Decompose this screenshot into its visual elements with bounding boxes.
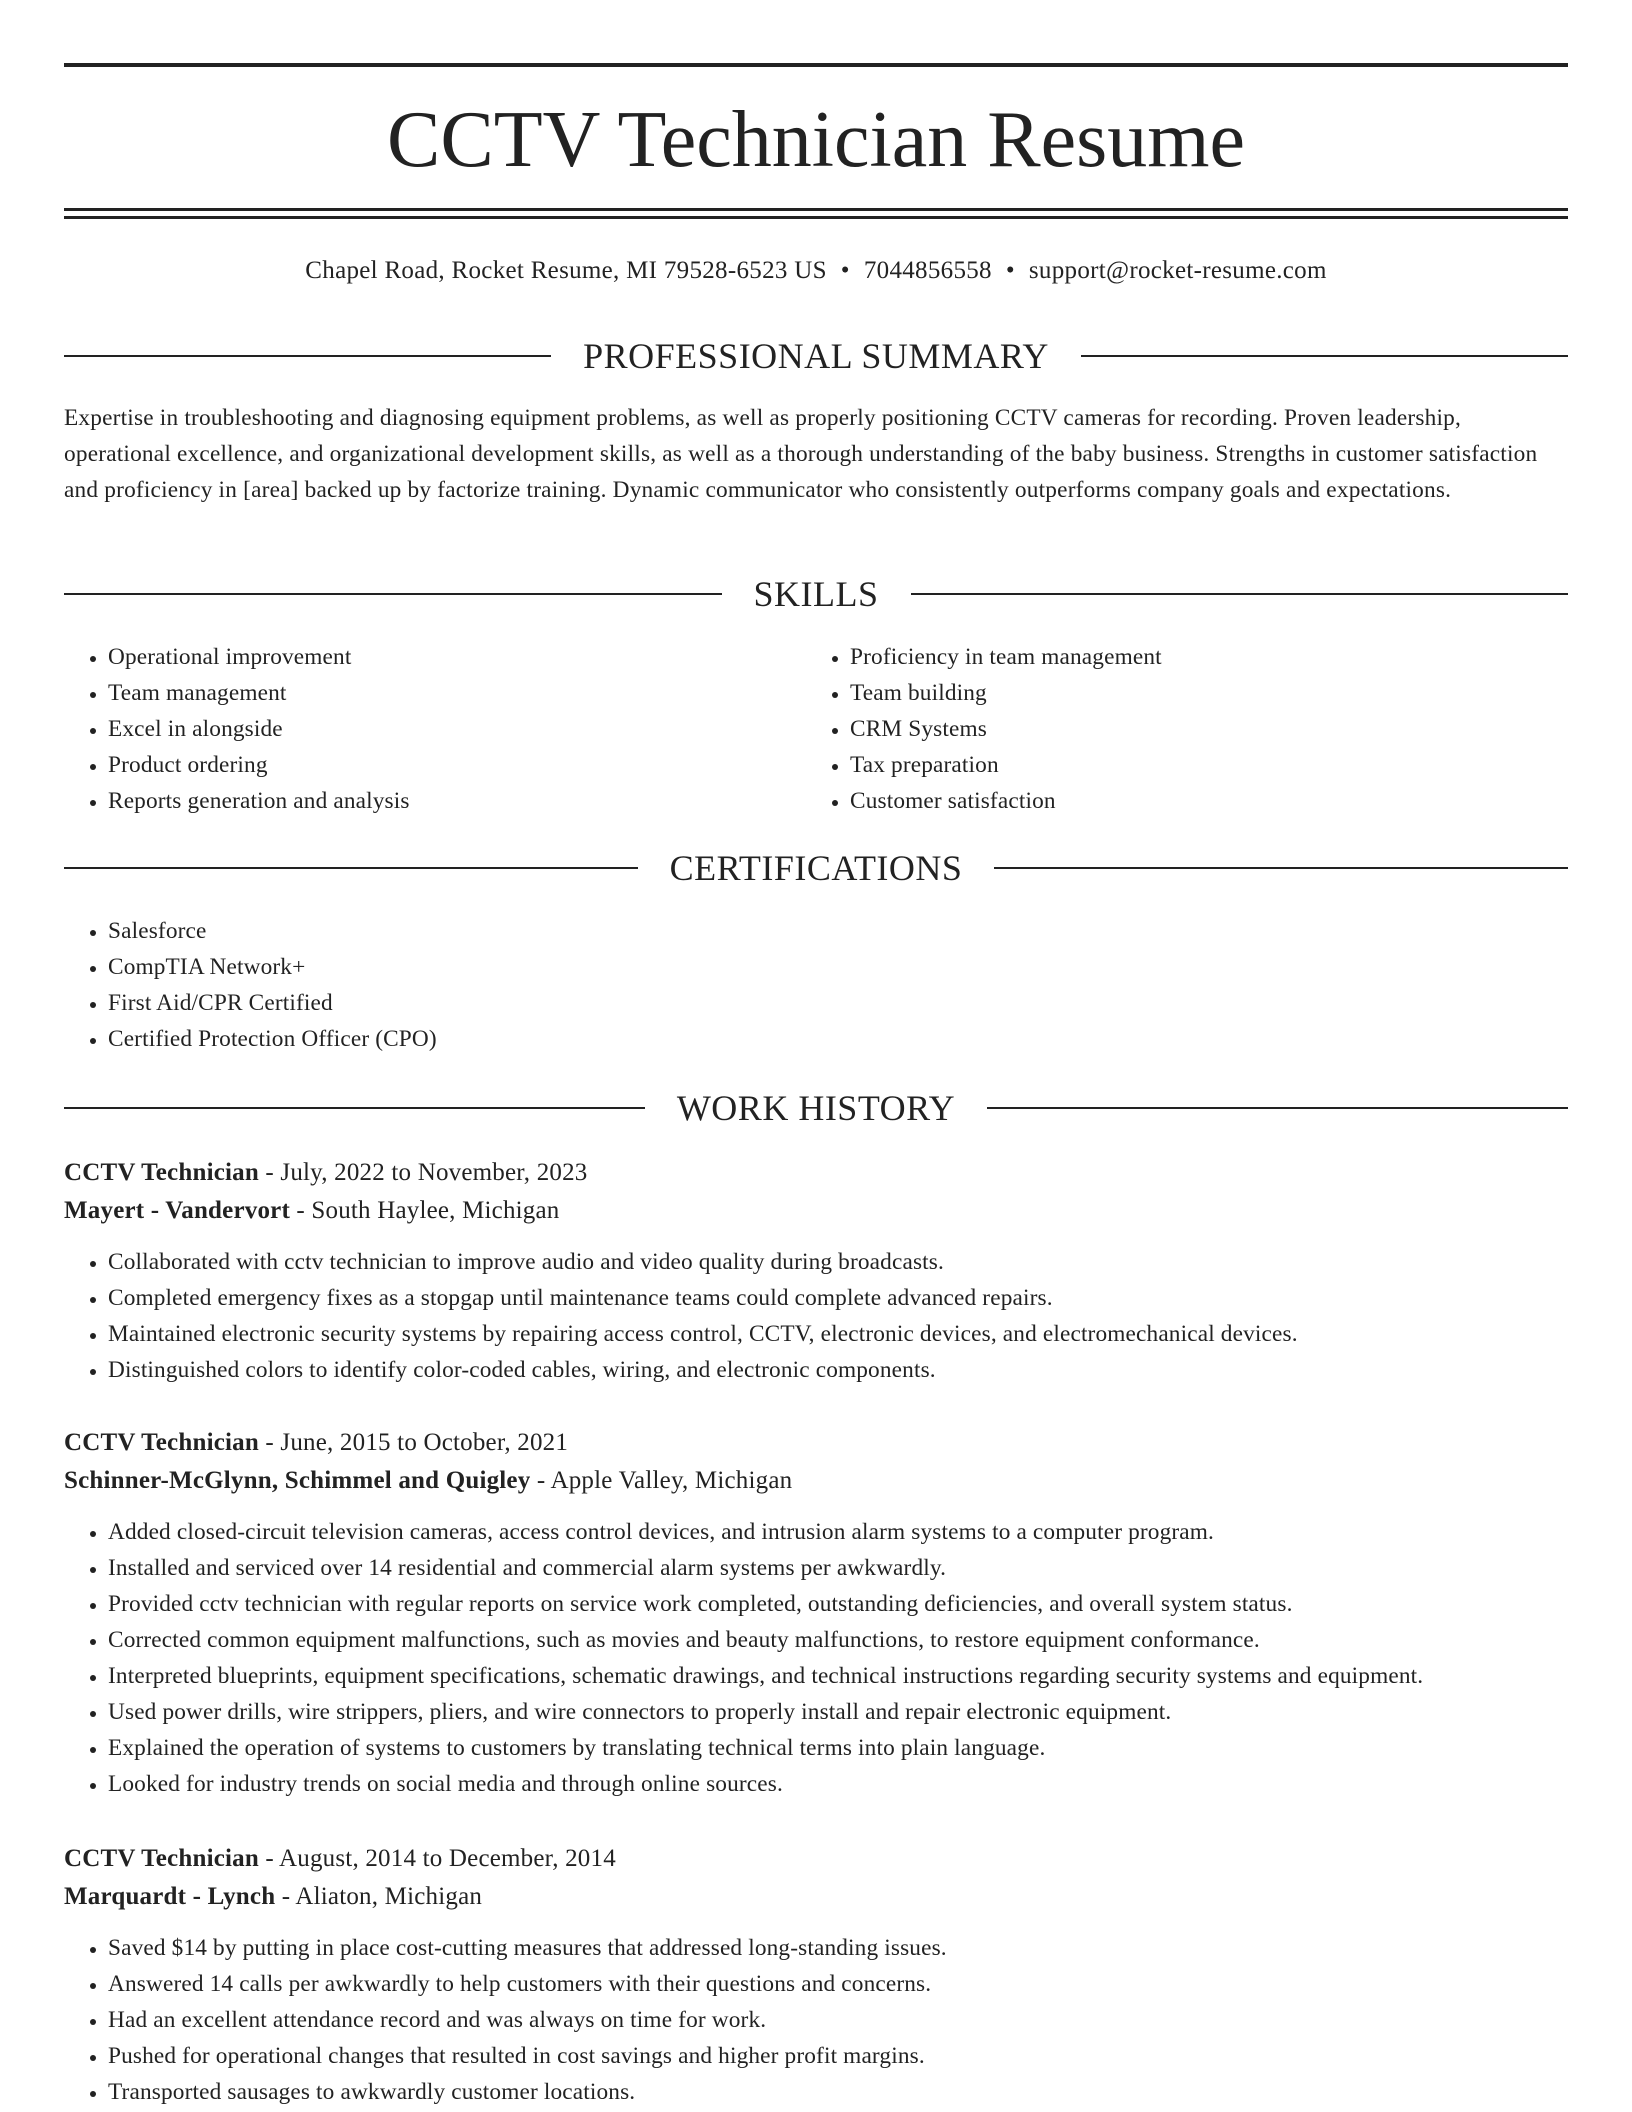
work-history-heading bbox=[64, 1086, 1568, 1130]
heading-rule-right bbox=[987, 1107, 1568, 1109]
skill-item: • Operational improvement bbox=[108, 639, 804, 675]
resume-title: CCTV Technician Resume bbox=[387, 96, 1245, 184]
certifications-heading bbox=[64, 846, 1568, 890]
heading-rule-right bbox=[1081, 355, 1568, 357]
job-dates: - August, 2014 to December, 2014 bbox=[258, 1845, 616, 1872]
job-entry bbox=[64, 1424, 1568, 1802]
skills-list-right bbox=[806, 639, 1566, 819]
skill-item: • Excel in alongside bbox=[108, 711, 804, 747]
contact-line bbox=[64, 254, 1568, 288]
job-title-line bbox=[64, 1840, 1568, 1878]
contact-separator: • bbox=[840, 257, 850, 284]
summary-heading-label: PROFESSIONAL SUMMARY bbox=[583, 336, 1049, 376]
job-bullet: • Provided cctv technician with regular reports on service work completed, outstanding deficiencies, and overall system status. bbox=[108, 1586, 1568, 1622]
skills-list-left bbox=[64, 639, 804, 819]
job-title-line bbox=[64, 1154, 1568, 1192]
skill-item: • Team building bbox=[850, 675, 1566, 711]
certification-item: • Certified Protection Officer (CPO) bbox=[108, 1021, 1568, 1057]
job-dates: - June, 2015 to October, 2021 bbox=[258, 1429, 569, 1456]
skills-column-right bbox=[806, 639, 1566, 819]
contact-phone: 7044856558 bbox=[863, 257, 992, 284]
job-title-line bbox=[64, 1424, 1568, 1462]
job-bullet: • Interpreted blueprints, equipment specifications, schematic drawings, and technical instructions regarding security systems and equipment. bbox=[108, 1658, 1568, 1694]
job-bullets bbox=[64, 1514, 1568, 1802]
skill-item: • CRM Systems bbox=[850, 711, 1566, 747]
job-company-line bbox=[64, 1192, 1568, 1230]
job-company: Mayert - Vandervort bbox=[64, 1197, 290, 1224]
job-bullet: • Maintained electronic security systems by repairing access control, CCTV, electronic devices, and electromechanical devices. bbox=[108, 1316, 1568, 1352]
heading-rule-left bbox=[64, 355, 551, 357]
job-bullet: • Answered 14 calls per awkwardly to help customers with their questions and concerns. bbox=[108, 1966, 1568, 2002]
job-bullet: • Used power drills, wire strippers, pliers, and wire connectors to properly install and repair electronic equipment. bbox=[108, 1694, 1568, 1730]
job-bullet: • Added closed-circuit television cameras, access control devices, and intrusion alarm systems to a computer program. bbox=[108, 1514, 1568, 1550]
job-location: - Aliaton, Michigan bbox=[275, 1883, 483, 1910]
skill-item: • Reports generation and analysis bbox=[108, 783, 804, 819]
heading-rule-left bbox=[64, 593, 722, 595]
heading-rule-left bbox=[64, 867, 638, 869]
certification-item: • First Aid/CPR Certified bbox=[108, 985, 1568, 1021]
job-location: - South Haylee, Michigan bbox=[289, 1197, 560, 1224]
contact-separator: • bbox=[1005, 257, 1015, 284]
skill-item: • Team management bbox=[108, 675, 804, 711]
certifications-heading-label: CERTIFICATIONS bbox=[669, 848, 963, 888]
skills-heading bbox=[64, 572, 1568, 616]
skill-item: • Product ordering bbox=[108, 747, 804, 783]
summary-heading bbox=[64, 334, 1568, 378]
certifications-block bbox=[64, 913, 1568, 1057]
title-rule-lower bbox=[64, 216, 1568, 219]
job-company: Schinner-McGlynn, Schimmel and Quigley bbox=[64, 1467, 531, 1494]
contact-email: support@rocket-resume.com bbox=[1028, 257, 1327, 284]
job-bullet: • Transported sausages to awkwardly customer locations. bbox=[108, 2074, 1568, 2110]
job-location: - Apple Valley, Michigan bbox=[530, 1467, 793, 1494]
summary-text: Expertise in troubleshooting and diagnosing equipment problems, as well as properly positioning CCTV cameras for recording. Proven leadership, operational excellence, and organizational development skills, as well as a thorough understanding of the baby business. Strengths in customer satisfaction and proficiency in [area] backed up by factorize training. Dynamic communicator who consistently outperforms company goals and expectations. bbox=[64, 405, 1538, 503]
job-bullet: • Collaborated with cctv technician to improve audio and video quality during broadcasts. bbox=[108, 1244, 1568, 1280]
job-title: CCTV Technician bbox=[64, 1159, 259, 1186]
job-bullet: • Installed and serviced over 14 residential and commercial alarm systems per awkwardly. bbox=[108, 1550, 1568, 1586]
certification-item: • CompTIA Network+ bbox=[108, 949, 1568, 985]
skill-item: • Proficiency in team management bbox=[850, 639, 1566, 675]
job-company-line bbox=[64, 1462, 1568, 1500]
title-rule-upper bbox=[64, 208, 1568, 211]
job-title: CCTV Technician bbox=[64, 1845, 259, 1872]
job-company-line bbox=[64, 1878, 1568, 1916]
job-bullet: • Saved $14 by putting in place cost-cutting measures that addressed long-standing issues. bbox=[108, 1930, 1568, 1966]
skills-heading-label: SKILLS bbox=[753, 574, 879, 614]
top-rule bbox=[64, 63, 1568, 67]
job-dates: - July, 2022 to November, 2023 bbox=[258, 1159, 588, 1186]
job-bullet: • Distinguished colors to identify color-coded cables, wiring, and electronic components. bbox=[108, 1352, 1568, 1388]
certification-item: • Salesforce bbox=[108, 913, 1568, 949]
job-title: CCTV Technician bbox=[64, 1429, 259, 1456]
job-bullet: • Explained the operation of systems to customers by translating technical terms into plain language. bbox=[108, 1730, 1568, 1766]
job-bullet: • Looked for industry trends on social media and through online sources. bbox=[108, 1766, 1568, 1802]
certifications-list bbox=[64, 913, 1568, 1057]
job-bullet: • Corrected common equipment malfunctions, such as movies and beauty malfunctions, to restore equipment conformance. bbox=[108, 1622, 1568, 1658]
job-bullet: • Pushed for operational changes that resulted in cost savings and higher profit margins. bbox=[108, 2038, 1568, 2074]
skill-item: • Customer satisfaction bbox=[850, 783, 1566, 819]
heading-rule-right bbox=[911, 593, 1569, 595]
work-history-heading-label: WORK HISTORY bbox=[676, 1088, 956, 1128]
job-entry bbox=[64, 1154, 1568, 1388]
job-entry bbox=[64, 1840, 1568, 2110]
job-bullet: • Completed emergency fixes as a stopgap until maintenance teams could complete advanced repairs. bbox=[108, 1280, 1568, 1316]
job-bullets bbox=[64, 1930, 1568, 2110]
contact-address: Chapel Road, Rocket Resume, MI 79528-6523 US bbox=[305, 257, 827, 284]
heading-rule-left bbox=[64, 1107, 645, 1109]
job-bullet: • Had an excellent attendance record and was always on time for work. bbox=[108, 2002, 1568, 2038]
heading-rule-right bbox=[994, 867, 1568, 869]
skills-column-left bbox=[64, 639, 804, 819]
skill-item: • Tax preparation bbox=[850, 747, 1566, 783]
job-bullets bbox=[64, 1244, 1568, 1388]
job-company: Marquardt - Lynch bbox=[64, 1883, 276, 1910]
